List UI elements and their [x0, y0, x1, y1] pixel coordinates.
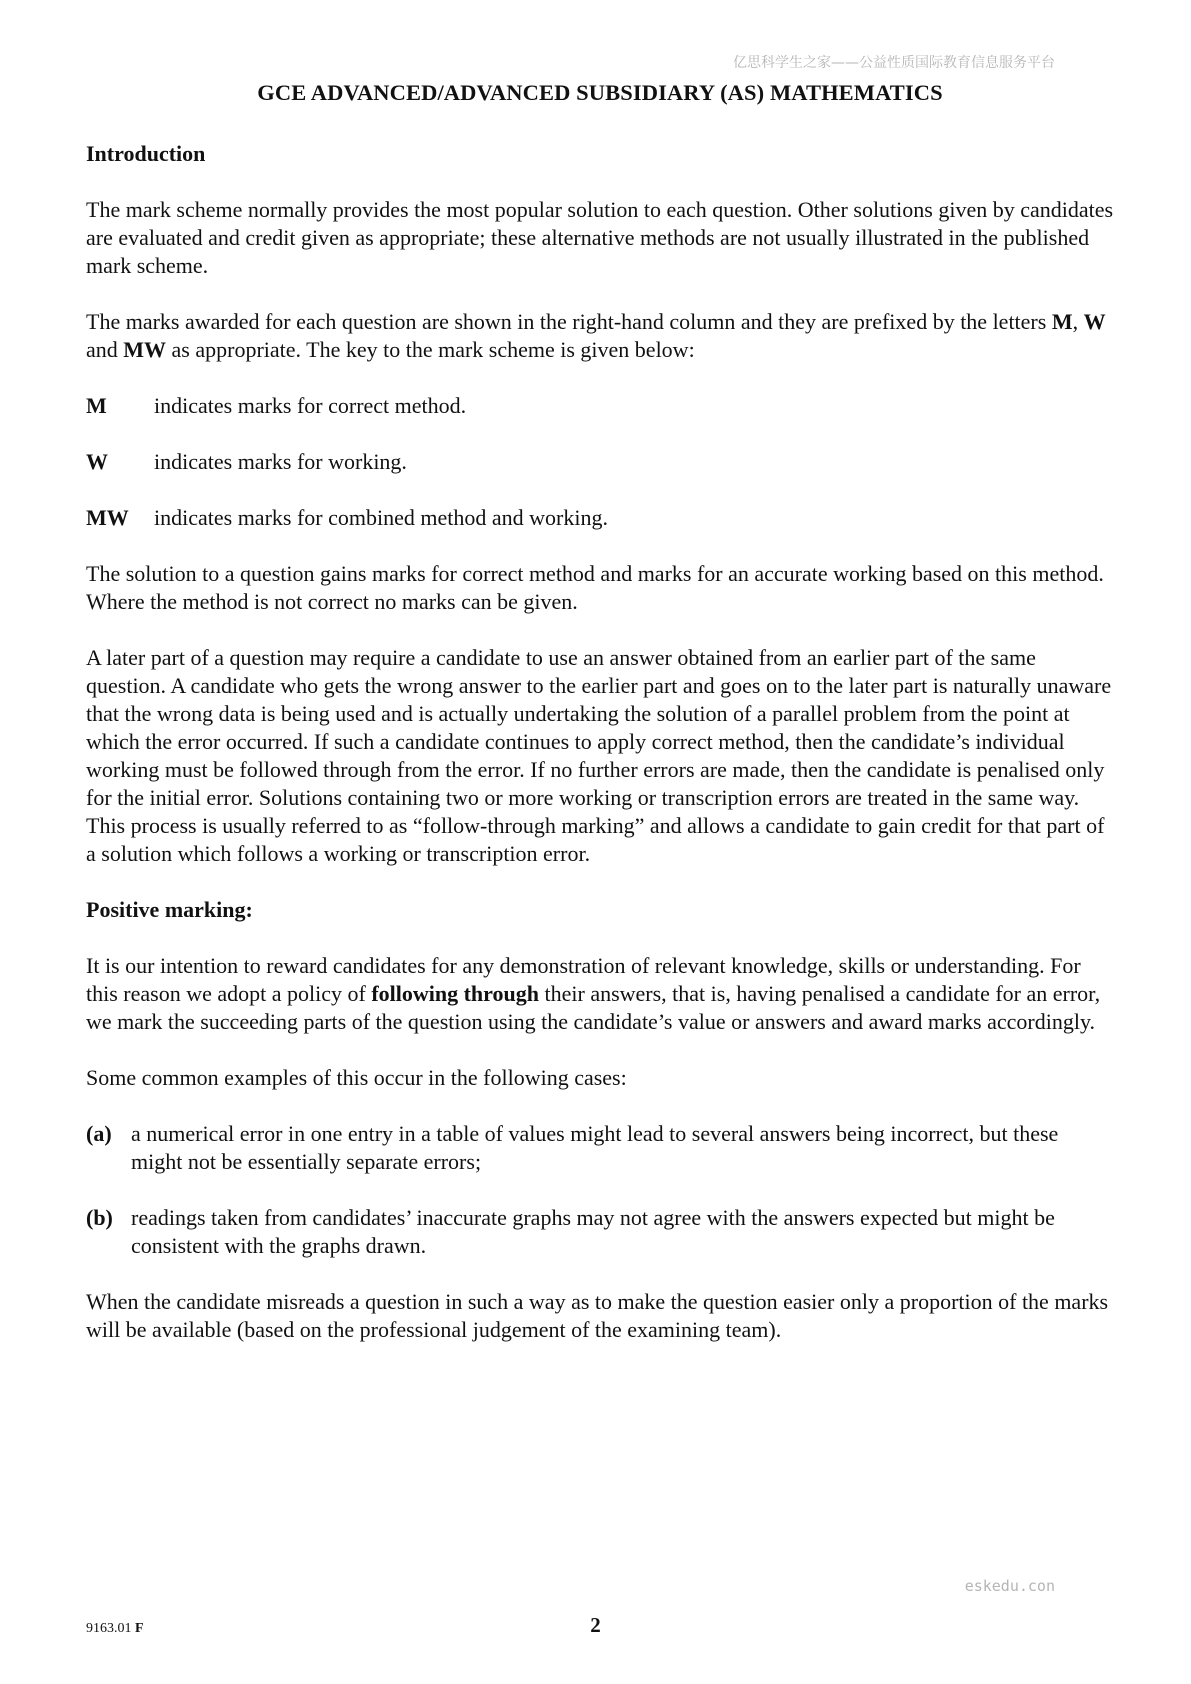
positive-p1-text-a: It is our intention to reward candidates for any demonstration of relevant knowledge, skills or understanding. For this reason we adopt a policy of: [86, 953, 1081, 1006]
intro-paragraph-2: [86, 308, 1114, 364]
case-label: (b): [86, 1205, 113, 1230]
key-row-mw: [86, 504, 1114, 532]
key-row-w: [86, 448, 1114, 476]
page-number: 2: [590, 1613, 601, 1637]
intro-p2-and: and: [86, 337, 124, 362]
intro-p2-text-a: The marks awarded for each question are shown in the right-hand column and they are prefixed by the letters: [86, 309, 1052, 334]
page-title: GCE ADVANCED/ADVANCED SUBSIDIARY (AS) MATHEMATICS: [257, 80, 943, 105]
case-b: [86, 1204, 1114, 1260]
letter-w: W: [1083, 309, 1106, 334]
case-text: a numerical error in one entry in a table of values might lead to several answers being incorrect, but these might not be essentially separate errors;: [131, 1121, 1059, 1174]
positive-paragraph-2: Some common examples of this occur in the following cases:: [86, 1065, 627, 1090]
watermark-bottom: eskedu.con: [964, 1577, 1055, 1595]
intro-p2-sep: ,: [1072, 309, 1084, 334]
paper-code-letter: F: [135, 1621, 144, 1636]
positive-p1-text-b: their answers, that is, having penalised a candidate for an error, we mark the succeeding parts of the question using the candidate’s value or answers and award marks accordingly.: [86, 981, 1101, 1034]
key-code: W: [86, 449, 108, 474]
case-text: readings taken from candidates’ inaccurate graphs may not agree with the answers expected but might be consistent with the graphs drawn.: [131, 1205, 1055, 1258]
case-label: (a): [86, 1121, 112, 1146]
final-paragraph: When the candidate misreads a question in such a way as to make the question easier only a proportion of the marks will be available (based on the professional judgement of the examining team).: [86, 1289, 1109, 1342]
key-text: indicates marks for working.: [154, 449, 407, 474]
key-code: MW: [86, 505, 129, 530]
watermark-top: 亿思科学生之家——公益性质国际教育信息服务平台: [733, 55, 1055, 71]
key-text: indicates marks for combined method and working.: [154, 505, 608, 530]
letter-mw: MW: [123, 337, 167, 362]
following-through-emphasis: following through: [371, 981, 539, 1006]
key-row-m: [86, 392, 1114, 420]
paper-code-number: 9163.01: [86, 1621, 132, 1636]
letter-m: M: [1051, 309, 1073, 334]
document-body: [86, 140, 1114, 1372]
intro-p2-text-b: as appropriate. The key to the mark scheme is given below:: [166, 337, 695, 362]
method-paragraph: The solution to a question gains marks for correct method and marks for an accurate working based on this method. Where the method is not correct no marks can be given.: [86, 561, 1104, 614]
intro-paragraph-1: The mark scheme normally provides the most popular solution to each question. Other solutions given by candidates are evaluated and credit given as appropriate; these alternative methods are not usually illustrated in the published mark scheme.: [86, 197, 1114, 278]
case-a: [86, 1120, 1114, 1176]
introduction-heading: Introduction: [86, 141, 206, 166]
positive-paragraph-1: [86, 952, 1114, 1036]
key-code: M: [86, 393, 107, 418]
key-text: indicates marks for correct method.: [154, 393, 467, 418]
follow-through-paragraph: A later part of a question may require a candidate to use an answer obtained from an earlier part of the same question. A candidate who gets the wrong answer to the earlier part and goes on to the later part is naturally unaware that the wrong data is being used and is actually undertaking the solution of a parallel problem from the point at which the error occurred. If such a candidate continues to apply correct method, then the candidate’s individual working must be followed through from the error. If no further errors are made, then the candidate is penalised only for the initial error. Solutions containing two or more working or transcription errors are treated in the same way. This process is usually referred to as “follow-through marking” and allows a candidate to gain credit for that part of a solution which follows a working or transcription error.: [86, 645, 1112, 866]
positive-marking-heading: Positive marking:: [86, 897, 253, 922]
